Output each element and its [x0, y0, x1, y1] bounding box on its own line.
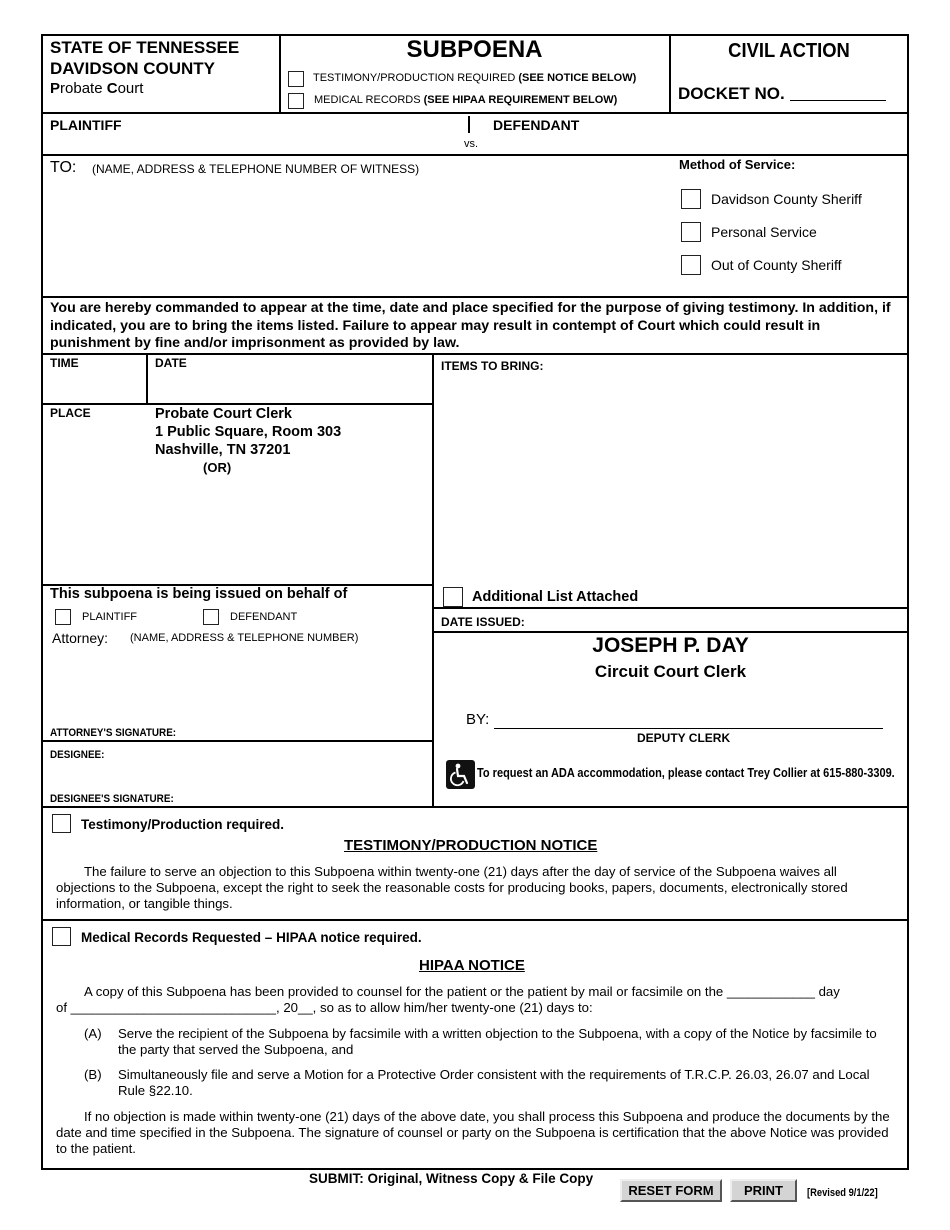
revision-date: [Revised 9/1/22]: [807, 1187, 878, 1199]
reset-form-button[interactable]: RESET FORM: [620, 1179, 722, 1202]
docket-label: DOCKET NO.: [678, 84, 785, 103]
deputy-signature-line[interactable]: [494, 711, 883, 729]
court-initial-c: C: [106, 80, 118, 97]
testimony-required-note: (SEE NOTICE BELOW): [518, 72, 637, 84]
hipaa-line-1: A copy of this Subpoena has been provided to counsel for the patient or the patient by mail or facsimile on the ____________ day: [84, 984, 840, 999]
hipaa-heading: HIPAA NOTICE: [419, 957, 525, 974]
attorney-hint: (NAME, ADDRESS & TELEPHONE NUMBER): [130, 632, 359, 644]
testimony-required-label: [313, 72, 636, 84]
divider: [432, 607, 909, 609]
designee-signature-label: DESIGNEE'S SIGNATURE:: [50, 793, 174, 805]
divider: [41, 919, 909, 921]
attorney-label: Attorney:: [52, 630, 109, 646]
hipaa-line-2: of ____________________________, 20__, so as to allow him/her twenty-one (21) days to:: [56, 1000, 593, 1015]
additional-list-checkbox[interactable]: [443, 587, 463, 607]
court-name: [50, 80, 143, 97]
to-hint: (NAME, ADDRESS & TELEPHONE NUMBER OF WITNESS): [92, 162, 420, 176]
service-sheriff-label: Davidson County Sheriff: [711, 191, 862, 207]
testimony-production-checkbox[interactable]: [52, 814, 71, 833]
medical-records-requested-label: Medical Records Requested – HIPAA notice required.: [81, 930, 422, 945]
center-divider: [432, 353, 434, 806]
service-sheriff-checkbox[interactable]: [681, 189, 701, 209]
medical-records-requested-checkbox[interactable]: [52, 927, 71, 946]
county-heading: DAVIDSON COUNTY: [50, 59, 215, 78]
medical-records-note: (SEE HIPAA REQUIREMENT BELOW): [423, 94, 618, 106]
defendant-label: DEFENDANT: [493, 117, 580, 133]
ada-notice: To request an ADA accommodation, please contact Trey Collier at 615-880-3309.: [477, 766, 895, 780]
testimony-notice-heading: TESTIMONY/PRODUCTION NOTICE: [344, 837, 598, 854]
deputy-clerk-label: DEPUTY CLERK: [637, 731, 731, 745]
place-line-1: Probate Court Clerk: [155, 406, 292, 422]
submit-instructions: SUBMIT: Original, Witness Copy & File Copy: [309, 1171, 594, 1186]
court-word-1: robate: [60, 80, 107, 97]
hipaa-b-text: Simultaneously file and serve a Motion for a Protective Order consistent with the requirements of T.R.C.P. 26.03, 26.07 and Local Rule §22.10.: [118, 1067, 870, 1098]
service-personal-label: Personal Service: [711, 224, 817, 240]
place-line-3: Nashville, TN 37201: [155, 442, 291, 458]
divider: [669, 34, 671, 114]
behalf-plaintiff-checkbox[interactable]: [55, 609, 71, 625]
hipaa-a-label: (A): [84, 1026, 102, 1041]
behalf-heading: This subpoena is being issued on behalf of: [50, 586, 348, 602]
court-word-2: ourt: [117, 80, 144, 97]
divider: [41, 154, 909, 156]
state-heading: STATE OF TENNESSEE: [50, 38, 240, 57]
testimony-required-checkbox[interactable]: [288, 71, 304, 87]
to-label: TO:: [50, 159, 77, 176]
divider: [41, 353, 909, 355]
medical-records-label: [314, 94, 617, 106]
method-of-service-label: Method of Service:: [679, 157, 796, 172]
place-or: (OR): [203, 460, 232, 475]
divider: [41, 740, 433, 742]
place-line-2: 1 Public Square, Room 303: [155, 424, 342, 440]
designee-label: DESIGNEE:: [50, 749, 105, 761]
clerk-name: JOSEPH P. DAY: [592, 634, 749, 657]
medical-records-text: MEDICAL RECORDS: [314, 94, 424, 106]
medical-records-checkbox[interactable]: [288, 93, 304, 109]
behalf-plaintiff-label: PLAINTIFF: [82, 611, 138, 623]
divider: [41, 112, 909, 114]
plaintiff-label: PLAINTIFF: [50, 117, 122, 133]
place-label: PLACE: [50, 406, 91, 420]
date-issued-label: DATE ISSUED:: [441, 615, 525, 629]
versus-label: vs.: [464, 138, 479, 150]
civil-action-heading: CIVIL ACTION: [728, 40, 850, 62]
page-title: SUBPOENA: [406, 36, 543, 63]
service-personal-checkbox[interactable]: [681, 222, 701, 242]
behalf-defendant-checkbox[interactable]: [203, 609, 219, 625]
testimony-required-text: TESTIMONY/PRODUCTION REQUIRED: [313, 72, 519, 84]
divider: [41, 296, 909, 298]
parties-divider: [468, 116, 470, 133]
wheelchair-icon: [446, 760, 475, 789]
behalf-defendant-label: DEFENDANT: [230, 611, 298, 623]
command-paragraph: You are hereby commanded to appear at the time, date and place specified for the purpose of giving testimony. In addition, if indicated, you are to bring the items listed. Failure to appear may result in contempt of Court which could result in punishment by fine and/or imprisonment as provided by law.: [50, 300, 891, 351]
hipaa-closing: If no objection is made within twenty-one (21) days of the above date, you shall process this Subpoena and produce the documents by the date and time specified in the Subpoena. The signature of counsel or party on the Subpoena is certification that the above Notice was provided to the patient.: [56, 1109, 890, 1156]
print-button[interactable]: PRINT: [730, 1179, 797, 1202]
divider: [41, 806, 909, 808]
docket-number-field[interactable]: [790, 84, 886, 101]
additional-list-label: Additional List Attached: [472, 589, 639, 605]
service-out-of-county-label: Out of County Sheriff: [711, 257, 842, 273]
date-label: DATE: [155, 356, 187, 370]
service-out-of-county-checkbox[interactable]: [681, 255, 701, 275]
hipaa-b-label: (B): [84, 1067, 102, 1082]
divider: [41, 403, 433, 405]
hipaa-a-text: Serve the recipient of the Subpoena by facsimile with a written objection to the Subpoena, with a copy of the Notice by facsimile to the party that served the Subpoena, and: [118, 1026, 877, 1057]
attorney-signature-label: ATTORNEY'S SIGNATURE:: [50, 727, 177, 739]
divider: [432, 631, 909, 633]
divider: [146, 353, 148, 403]
clerk-title: Circuit Court Clerk: [594, 662, 747, 681]
items-to-bring-label: ITEMS TO BRING:: [441, 359, 544, 373]
by-label: BY:: [466, 711, 490, 728]
testimony-notice-body: The failure to serve an objection to this Subpoena within twenty-one (21) days after the day of service of the Subpoena waives all objections to the Subpoena, except the right to seek the reasonable costs for producing books, papers, documents, electronically stored information, or tangible things.: [56, 864, 848, 911]
time-label: TIME: [50, 356, 79, 370]
court-initial-p: P: [50, 80, 61, 97]
testimony-production-label: Testimony/Production required.: [81, 817, 285, 832]
